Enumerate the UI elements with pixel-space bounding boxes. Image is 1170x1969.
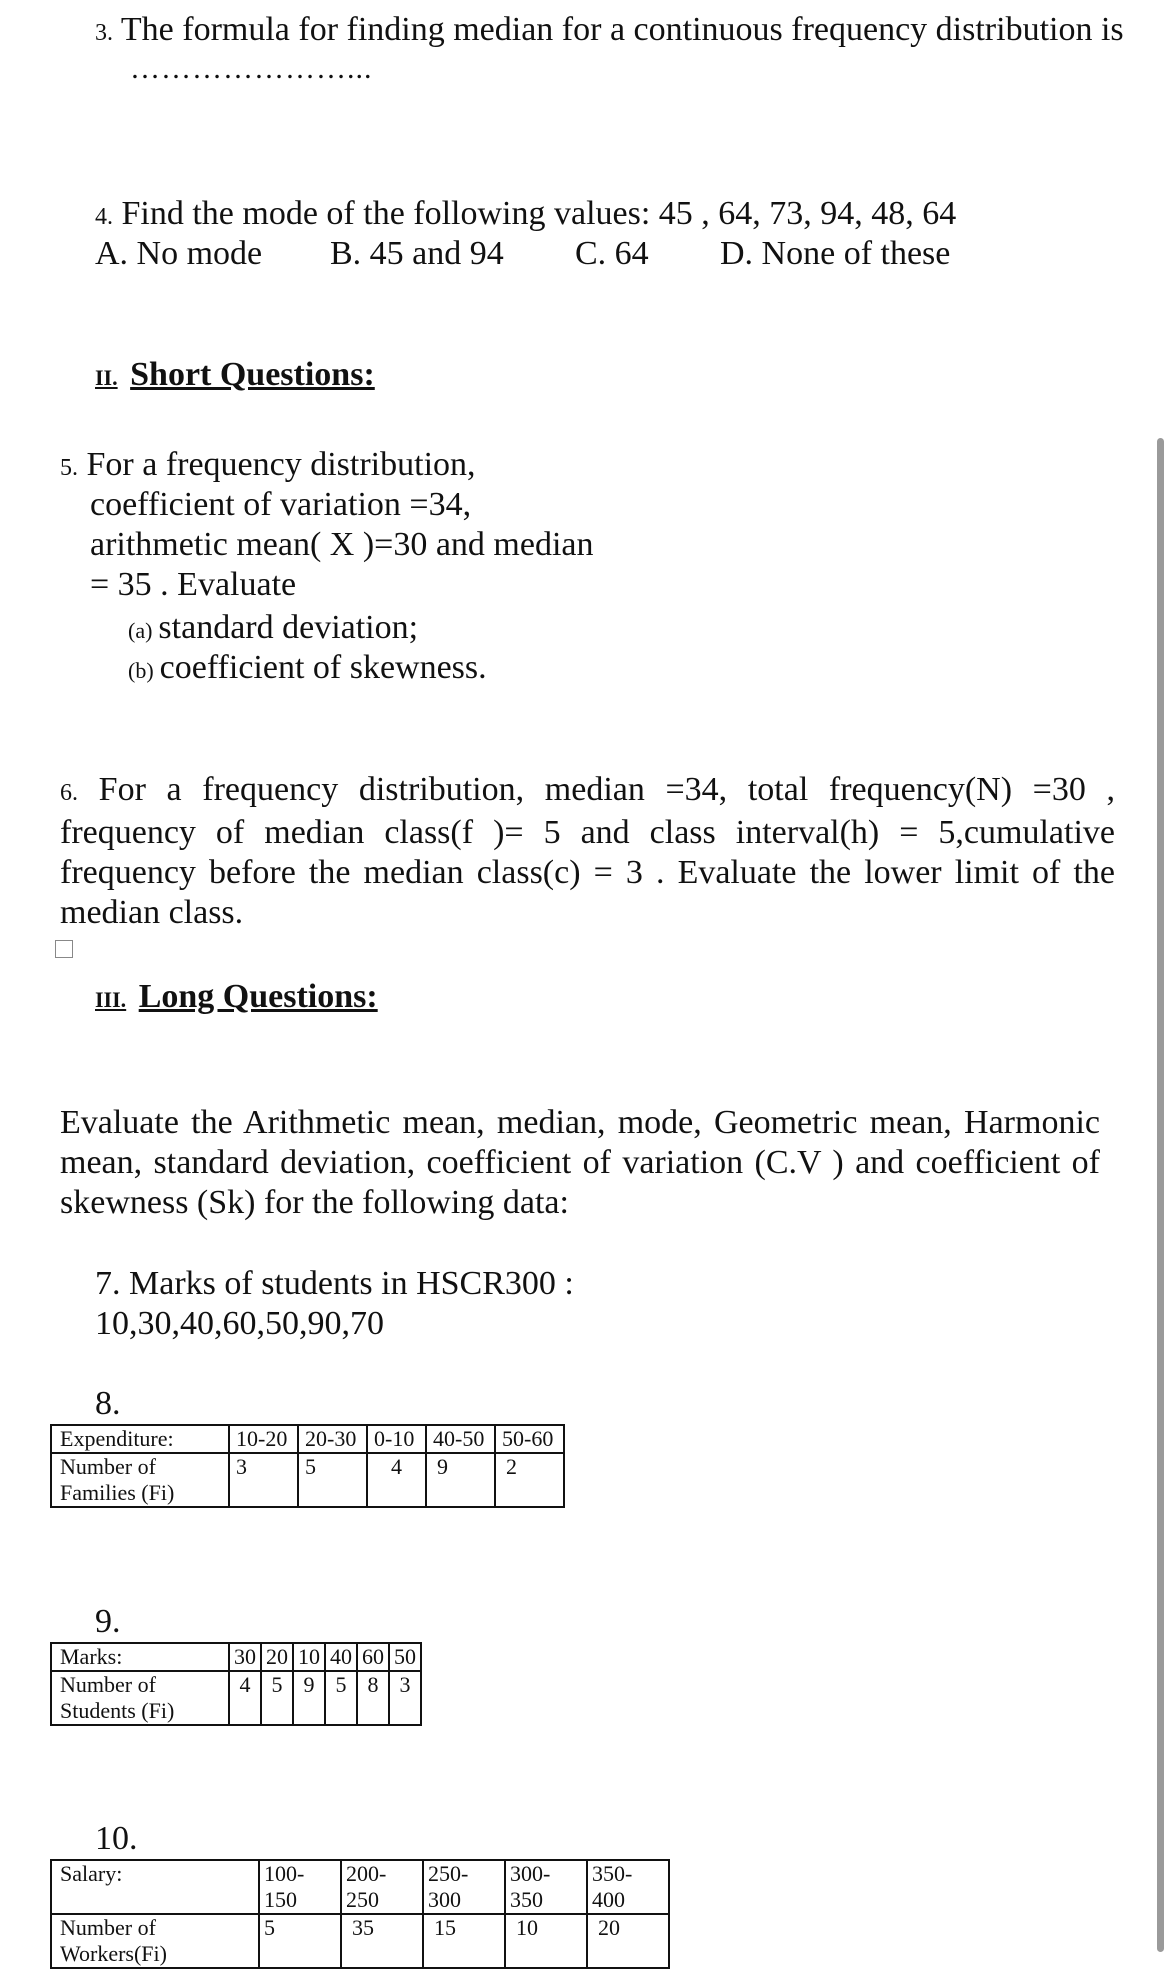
table-cell: 60 (357, 1643, 389, 1671)
options-row (95, 234, 995, 274)
table-cell: 20 (261, 1643, 293, 1671)
table-cell: 3 (389, 1671, 421, 1725)
table-cell: 9 (426, 1453, 495, 1507)
table-cell (51, 1671, 229, 1725)
table-cell: 0-10 (367, 1425, 426, 1453)
table-cell: Salary: (51, 1860, 259, 1914)
table-cell: 15 (423, 1914, 505, 1968)
question-7-line: 7. Marks of students in HSCR300 : (95, 1265, 574, 1302)
table-cell (51, 1453, 229, 1507)
table-cell: 40-50 (426, 1425, 495, 1453)
table-cell: 10 (293, 1643, 325, 1671)
question-line: coefficient of variation =34, (90, 486, 472, 523)
frequency-table (50, 1859, 670, 1969)
question-3 (95, 10, 1124, 53)
table-cell: Expenditure: (51, 1425, 229, 1453)
table-cell: 300-350 (505, 1860, 587, 1914)
table-cell: 9 (293, 1671, 325, 1725)
option-a: A. No mode (95, 235, 263, 272)
section-roman: III. (95, 987, 127, 1012)
section-roman: II. (95, 365, 118, 390)
sub-text: coefficient of skewness. (159, 649, 487, 686)
label-line: Families (Fi) (60, 1480, 175, 1505)
table-cell (51, 1914, 259, 1968)
question-number: 8. (95, 1385, 121, 1422)
sub-question-a (128, 608, 418, 651)
question-text: Find the mode of the following values: 45 , 64, 73, 94, 48, 64 (121, 195, 957, 232)
scrollbar[interactable] (1157, 438, 1164, 1952)
table-row (51, 1860, 669, 1914)
table-cell: 40 (325, 1643, 357, 1671)
option-c: C. 64 (575, 235, 649, 272)
table-cell: 5 (259, 1914, 341, 1968)
table-row (51, 1425, 564, 1453)
option-b: B. 45 and 94 (330, 235, 504, 272)
table-cell: 20-30 (298, 1425, 367, 1453)
table-cell: 5 (325, 1671, 357, 1725)
question-number: 3. (95, 20, 113, 46)
table-cell: 8 (357, 1671, 389, 1725)
table-cell: 10 (505, 1914, 587, 1968)
question-number: 6. (60, 780, 78, 806)
table-cell: 2 (495, 1453, 564, 1507)
label-line: Students (Fi) (60, 1698, 175, 1723)
sub-label: (a) (128, 618, 153, 643)
question-line: arithmetic mean( X )=30 and median (90, 526, 594, 563)
frequency-table (50, 1424, 565, 1508)
table-cell: 100-150 (259, 1860, 341, 1914)
table-row (51, 1643, 421, 1671)
question-6 (60, 770, 1115, 933)
long-questions-intro: Evaluate the Arithmetic mean, median, mode, Geometric mean, Harmonic mean, standard deviation, coefficient of variation (C.V ) and coefficient of skewness (Sk) for the following data: (60, 1104, 1100, 1221)
table-cell: 4 (367, 1453, 426, 1507)
table-row (51, 1914, 669, 1968)
table-cell: Marks: (51, 1643, 229, 1671)
question-7-data: 10,30,40,60,50,90,70 (95, 1305, 384, 1342)
label-line: Workers(Fi) (60, 1941, 167, 1966)
table-cell: 50 (389, 1643, 421, 1671)
sub-label: (b) (128, 658, 154, 683)
table-row (51, 1671, 421, 1725)
table-cell: 3 (229, 1453, 298, 1507)
sub-question-b (128, 648, 487, 691)
table-row (51, 1453, 564, 1507)
table-cell: 10-20 (229, 1425, 298, 1453)
table-cell: 250-300 (423, 1860, 505, 1914)
question-text: For a frequency distribution, median =34, total frequency(N) =30 , frequency of median class(f )= 5 and class interval(h) = 5,cumulative frequency before the median class(c) = 3 . Evaluate the lower limit of the median class. (60, 771, 1115, 931)
sub-text: standard deviation; (158, 609, 419, 646)
question-line: For a frequency distribution, (86, 446, 476, 483)
question-5 (60, 445, 476, 488)
question-number: 4. (95, 204, 113, 230)
table-cell: 30 (229, 1643, 261, 1671)
question-number: 9. (95, 1603, 121, 1640)
section-heading-long (95, 977, 378, 1020)
frequency-table (50, 1642, 422, 1726)
label-line: Number of (60, 1672, 156, 1697)
section-title: Short Questions: (130, 356, 375, 393)
table-cell: 35 (341, 1914, 423, 1968)
section-heading-short (95, 355, 375, 398)
table-cell: 20 (587, 1914, 669, 1968)
table-cell: 5 (298, 1453, 367, 1507)
table-cell: 5 (261, 1671, 293, 1725)
question-text: The formula for finding median for a continuous frequency distribution is (120, 11, 1124, 48)
table-cell: 200-250 (341, 1860, 423, 1914)
label-line: Number of (60, 1454, 156, 1479)
question-number: 5. (60, 455, 78, 481)
question-line: = 35 . Evaluate (90, 566, 297, 603)
section-title: Long Questions: (138, 978, 378, 1015)
option-d: D. None of these (720, 235, 951, 272)
table-cell: 4 (229, 1671, 261, 1725)
question-number: 10. (95, 1820, 138, 1857)
table-cell: 350-400 (587, 1860, 669, 1914)
table-cell: 50-60 (495, 1425, 564, 1453)
checkbox[interactable] (55, 940, 73, 958)
answer-blank: …………………... (130, 52, 373, 85)
label-line: Number of (60, 1915, 156, 1940)
question-4 (95, 194, 956, 237)
